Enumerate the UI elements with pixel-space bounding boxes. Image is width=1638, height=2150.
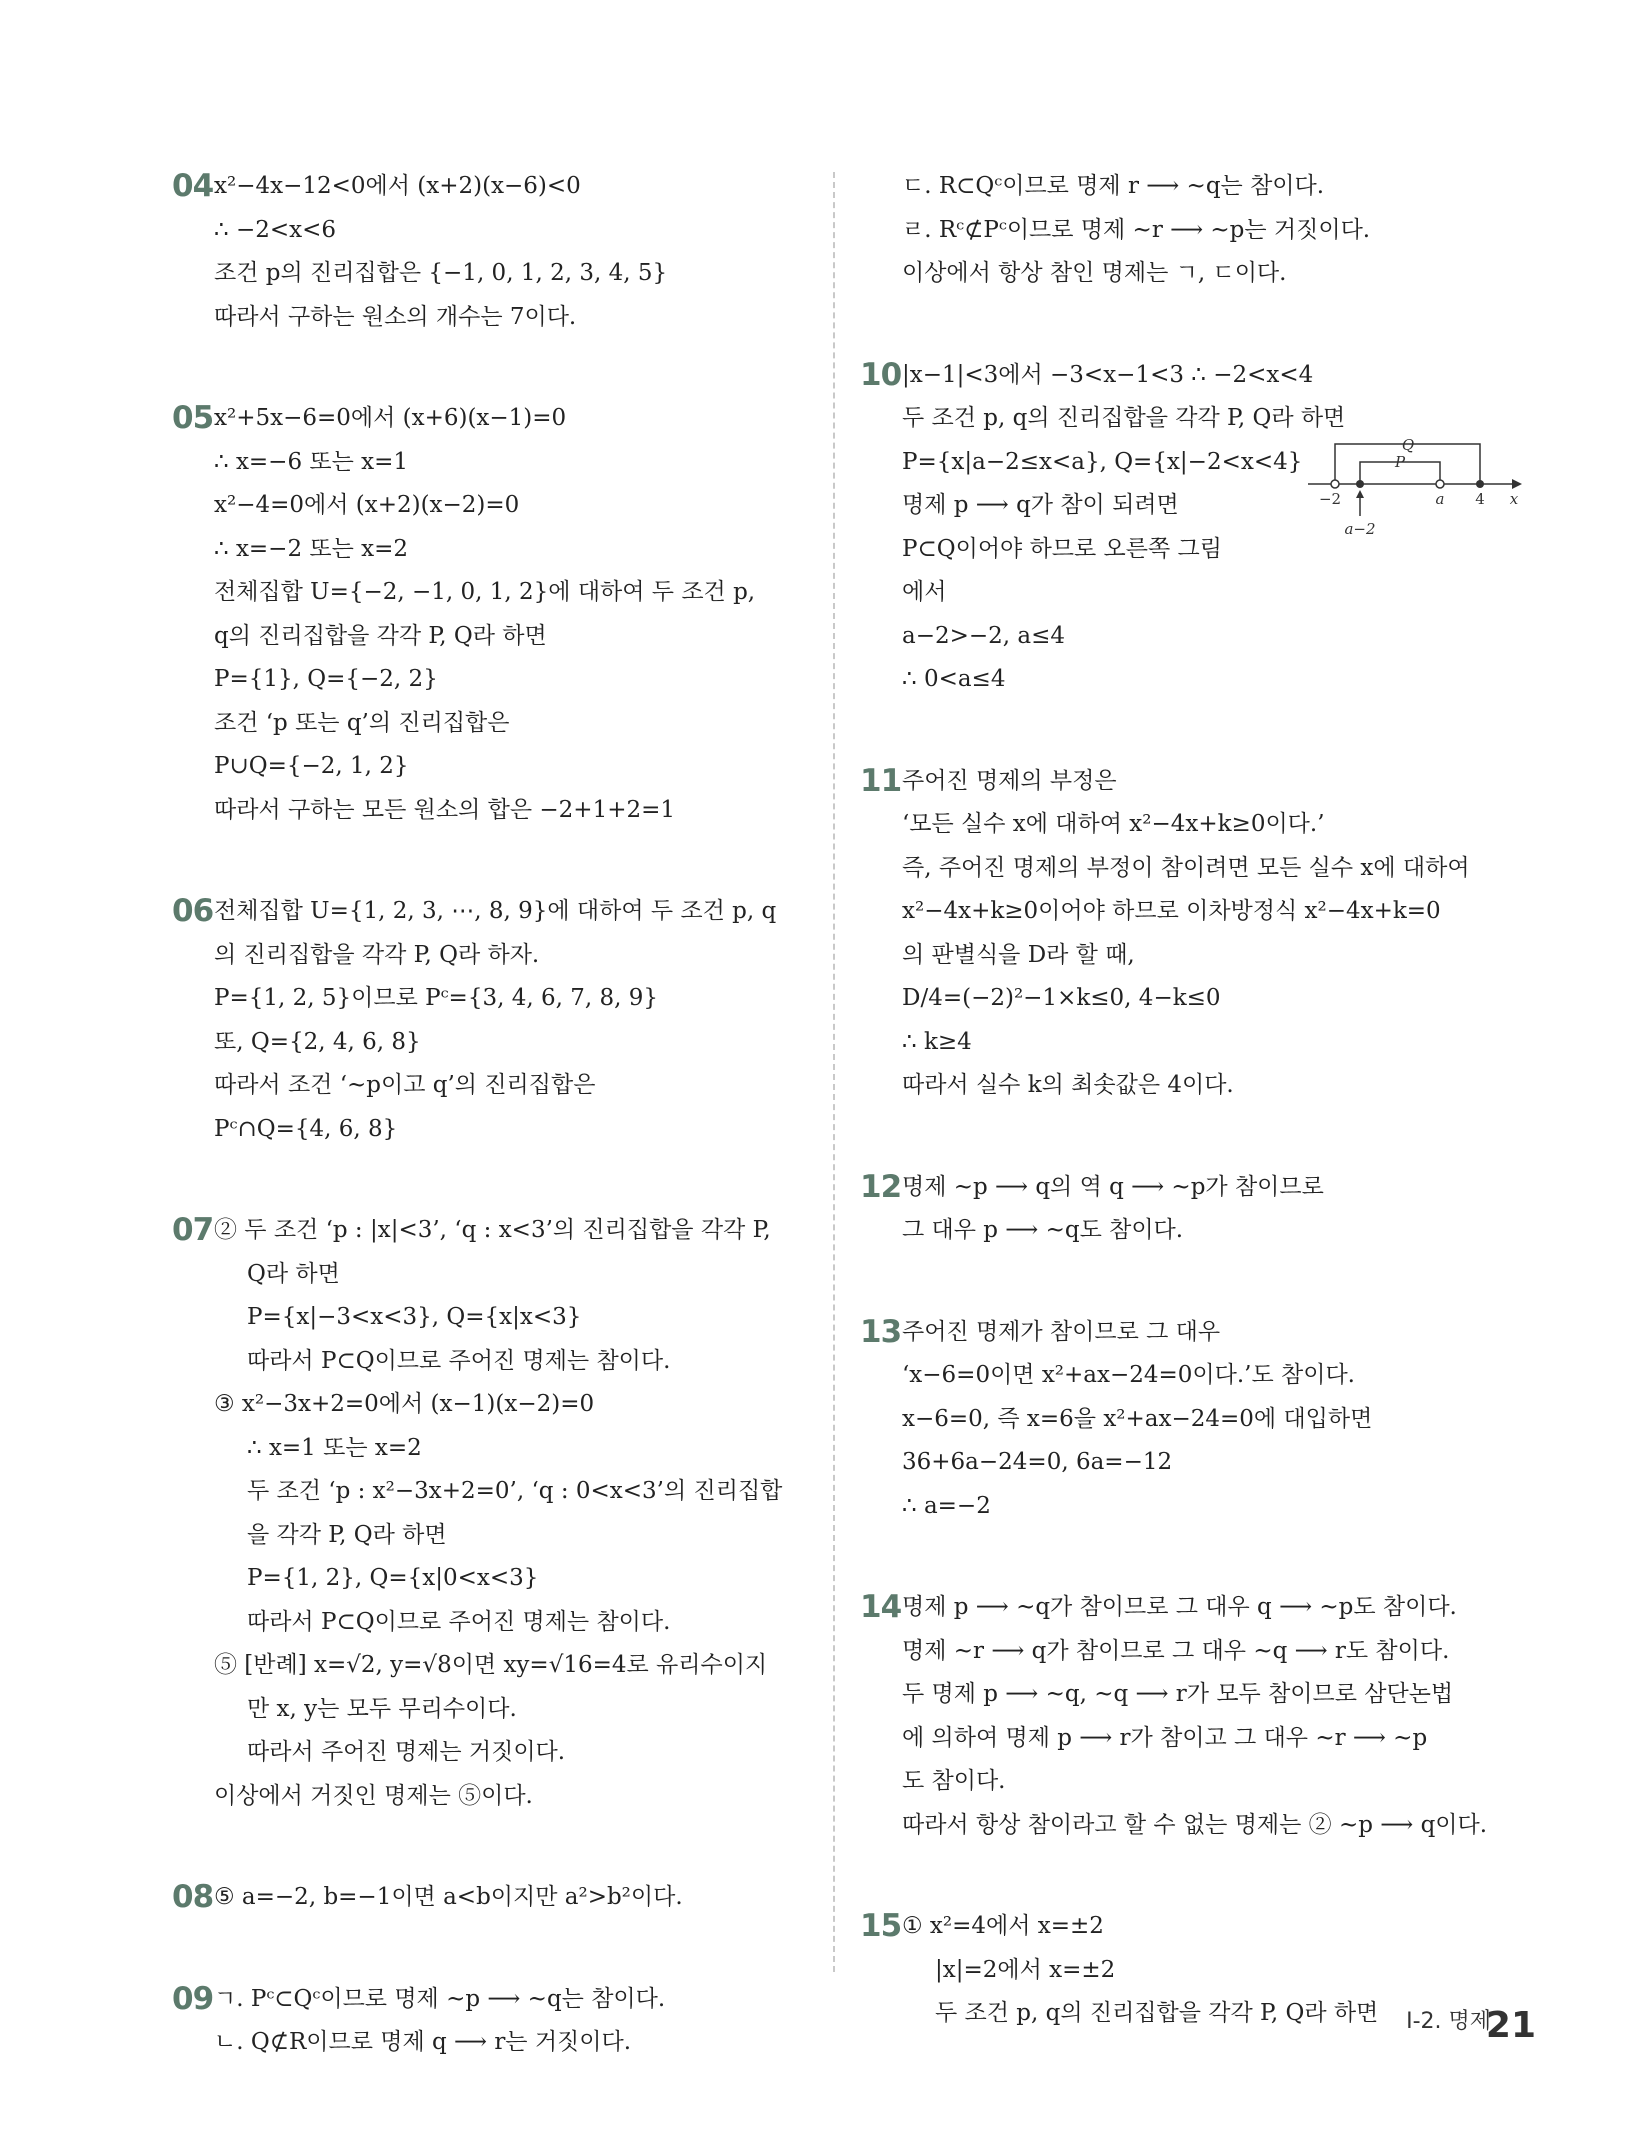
problem-number: 12 [860,1168,902,1205]
label-a: a [1435,489,1445,508]
solution-line: ‘모든 실수 x에 대하여 x²−4x+k≥0이다.’ [902,811,1325,837]
solution-line: P={x|a−2≤x<a}, Q={x|−2<x<4} [902,448,1303,475]
solution-line: 따라서 구하는 원소의 개수는 7이다. [214,303,577,330]
solution-line: ∴ x=−2 또는 x=2 [214,535,409,562]
problem-number: 04 [172,168,214,204]
solution-09-continued [860,165,1500,296]
open-point-a [1436,480,1444,488]
solution-line: ⑤ a=−2, b=−1이면 a<b이지만 a²>b²이다. [214,1884,683,1910]
problem-number: 05 [172,400,214,436]
problem-number: 08 [172,1879,214,1915]
solution-line: 따라서 P⊂Q이므로 주어진 명제는 참이다. [247,1608,671,1635]
solution-line: 두 조건 p, q의 진리집합을 각각 P, Q라 하면 [935,2000,1379,2026]
solution-line: ㄹ. Rᶜ⊄Pᶜ이므로 명제 ~r ⟶ ~p는 거짓이다. [902,216,1371,243]
solution-line: ‘x−6=0이면 x²+ax−24=0이다.’도 참이다. [902,1362,1355,1388]
solution-line: 주어진 명제의 부정은 [902,767,1117,794]
left-column [172,165,812,2123]
solution-line: P∪Q={−2, 1, 2} [214,753,409,779]
solution-09 [172,1978,812,2065]
solution-line: 또, Q={2, 4, 6, 8} [214,1028,421,1055]
solution-line: 36+6a−24=0, 6a=−12 [902,1449,1173,1475]
problem-number: 10 [860,356,902,393]
solution-line: 명제 ~r ⟶ q가 참이므로 그 대우 ~q ⟶ r도 참이다. [902,1637,1450,1664]
label-x: x [1509,489,1519,508]
solution-line: ⑤ [반례] x=√2, y=√8이면 xy=√16=4로 유리수이지 [214,1652,768,1678]
solution-line: 조건 p의 진리집합은 {−1, 0, 1, 2, 3, 4, 5} [214,260,668,286]
column-divider [833,172,835,1972]
solution-line: 명제 p ⟶ q가 참이 되려면 [902,492,1179,518]
solution-line: 따라서 구하는 모든 원소의 합은 −2+1+2=1 [214,796,676,823]
solution-08 [172,1876,812,1920]
solution-line: ③ x²−3x+2=0에서 (x−1)(x−2)=0 [214,1391,595,1417]
solution-line: ∴ x=1 또는 x=2 [247,1434,422,1461]
problem-number: 15 [860,1908,902,1944]
solution-line: 명제 p ⟶ ~q가 참이므로 그 대우 q ⟶ ~p도 참이다. [902,1594,1457,1620]
solution-line: ㄷ. R⊂Qᶜ이므로 명제 r ⟶ ~q는 참이다. [902,173,1325,199]
solution-line: 을 각각 P, Q라 하면 [247,1521,447,1548]
label-a-minus-2: a−2 [1344,519,1376,538]
problem-number: 14 [860,1589,902,1625]
solution-10 [860,354,1519,702]
solution-line: 에서 [902,579,947,605]
solution-line: q의 진리집합을 각각 P, Q라 하면 [214,622,547,649]
solution-line: 즉, 주어진 명제의 부정이 참이려면 모든 실수 x에 대하여 [902,854,1470,881]
solution-line: ∴ k≥4 [902,1028,972,1055]
problem-number: 07 [172,1212,214,1248]
solution-line: ① x²=4에서 x=±2 [902,1913,1104,1939]
solution-line: 조건 ‘p 또는 q’의 진리집합은 [214,709,510,736]
solution-line: 만 x, y는 모두 무리수이다. [247,1695,517,1722]
solution-line: P={1, 2, 5}이므로 Pᶜ={3, 4, 6, 7, 8, 9} [214,985,659,1011]
solution-line: 두 조건 p, q의 진리집합을 각각 P, Q라 하면 [902,405,1346,431]
closed-point-4 [1476,480,1484,488]
problem-number: 09 [172,1980,214,2017]
solution-line: a−2>−2, a≤4 [902,622,1066,649]
axis-arrow [1512,479,1522,489]
solution-12 [860,1166,1500,1253]
solution-line: 따라서 항상 참이라고 할 수 없는 명제는 ② ~p ⟶ q이다. [902,1811,1488,1838]
solution-line: P⊂Q이어야 하므로 오른쪽 그림 [902,535,1222,562]
label-Q: Q [1401,435,1415,454]
solution-11 [860,760,1500,1108]
solution-14 [860,1586,1500,1847]
solution-13 [860,1311,1500,1529]
solution-line: |x|=2에서 x=±2 [935,1956,1116,1983]
problem-number: 11 [860,762,902,799]
number-line-figure [1300,434,1530,544]
solution-line: D/4=(−2)²−1×k≤0, 4−k≤0 [902,985,1221,1011]
solution-line: x²−4x−12<0에서 (x+2)(x−6)<0 [214,173,581,199]
solution-05 [172,397,812,832]
solution-line: ∴ 0<a≤4 [902,666,1006,692]
solution-07 [172,1209,812,1818]
solution-line: ② 두 조건 ‘p : |x|<3’, ‘q : x<3’의 진리집합을 각각 P, [214,1217,771,1243]
solution-line: x−6=0, 즉 x=6을 x²+ax−24=0에 대입하면 [902,1405,1373,1432]
page-number: 21 [1485,2005,1536,2046]
problem-number: 13 [860,1313,902,1350]
solution-line: Pᶜ∩Q={4, 6, 8} [214,1115,398,1142]
solution-line: |x−1|<3에서 −3<x−1<3 ∴ −2<x<4 [902,361,1314,388]
solution-line: P={1}, Q={−2, 2} [214,666,438,692]
solution-line: x²−4x+k≥0이어야 하므로 이차방정식 x²−4x+k=0 [902,898,1441,924]
solution-line: 그 대우 p ⟶ ~q도 참이다. [902,1217,1184,1243]
problem-number: 06 [172,893,214,929]
chapter-label: I-2. 명제 [1406,2009,1491,2034]
solution-line: 전체집합 U={1, 2, 3, ⋯, 8, 9}에 대하여 두 조건 p, q [214,898,777,924]
solution-line: 의 진리집합을 각각 P, Q라 하자. [214,941,540,968]
solution-line: 도 참이다. [902,1768,1006,1794]
solution-06 [172,890,812,1151]
solution-line: x²+5x−6=0에서 (x+6)(x−1)=0 [214,405,567,431]
solution-line: P={x|−3<x<3}, Q={x|x<3} [247,1304,582,1330]
pointer-arrowhead [1356,490,1364,498]
label-4: 4 [1475,489,1485,508]
solution-line: x²−4=0에서 (x+2)(x−2)=0 [214,492,520,518]
solution-line: 전체집합 U={−2, −1, 0, 1, 2}에 대하여 두 조건 p, [214,579,756,605]
solution-line: 명제 ~p ⟶ q의 역 q ⟶ ~p가 참이므로 [902,1173,1324,1200]
solution-line: ㄱ. Pᶜ⊂Qᶜ이므로 명제 ~p ⟶ ~q는 참이다. [214,1985,666,2012]
solution-line: 따라서 조건 ‘~p이고 q’의 진리집합은 [214,1072,596,1098]
label-P: P [1394,452,1406,471]
solution-line: 에 의하여 명제 p ⟶ r가 참이고 그 대우 ~r ⟶ ~p [902,1724,1428,1751]
label-minus2: −2 [1318,489,1342,508]
solution-line: ∴ x=−6 또는 x=1 [214,448,409,475]
solution-line: 따라서 주어진 명제는 거짓이다. [247,1739,566,1765]
solution-line: ㄴ. Q⊄R이므로 명제 q ⟶ r는 거짓이다. [214,2029,632,2055]
solution-04 [172,165,812,339]
solution-line: Q라 하면 [247,1260,340,1287]
solution-15 [860,1905,1500,2036]
solution-line: 의 판별식을 D라 할 때, [902,941,1135,968]
solution-line: 두 명제 p ⟶ ~q, ~q ⟶ r가 모두 참이므로 삼단논법 [902,1681,1454,1707]
right-column [860,165,1519,2094]
solution-line: 따라서 실수 k의 최솟값은 4이다. [902,1072,1234,1098]
solution-line: ∴ −2<x<6 [214,216,336,243]
open-point-minus2 [1331,480,1339,488]
solution-line: 따라서 P⊂Q이므로 주어진 명제는 참이다. [247,1347,671,1374]
solution-line: 두 조건 ‘p : x²−3x+2=0’, ‘q : 0<x<3’의 진리집합 [247,1478,783,1504]
solution-line: 주어진 명제가 참이므로 그 대우 [902,1318,1221,1345]
closed-point-a-minus-2 [1356,480,1364,488]
solution-line: 이상에서 항상 참인 명제는 ㄱ, ㄷ이다. [902,260,1287,286]
solution-line: P={1, 2}, Q={x|0<x<3} [247,1565,539,1591]
solution-line: 이상에서 거짓인 명제는 ⑤이다. [214,1782,533,1809]
solution-line: ∴ a=−2 [902,1492,991,1519]
